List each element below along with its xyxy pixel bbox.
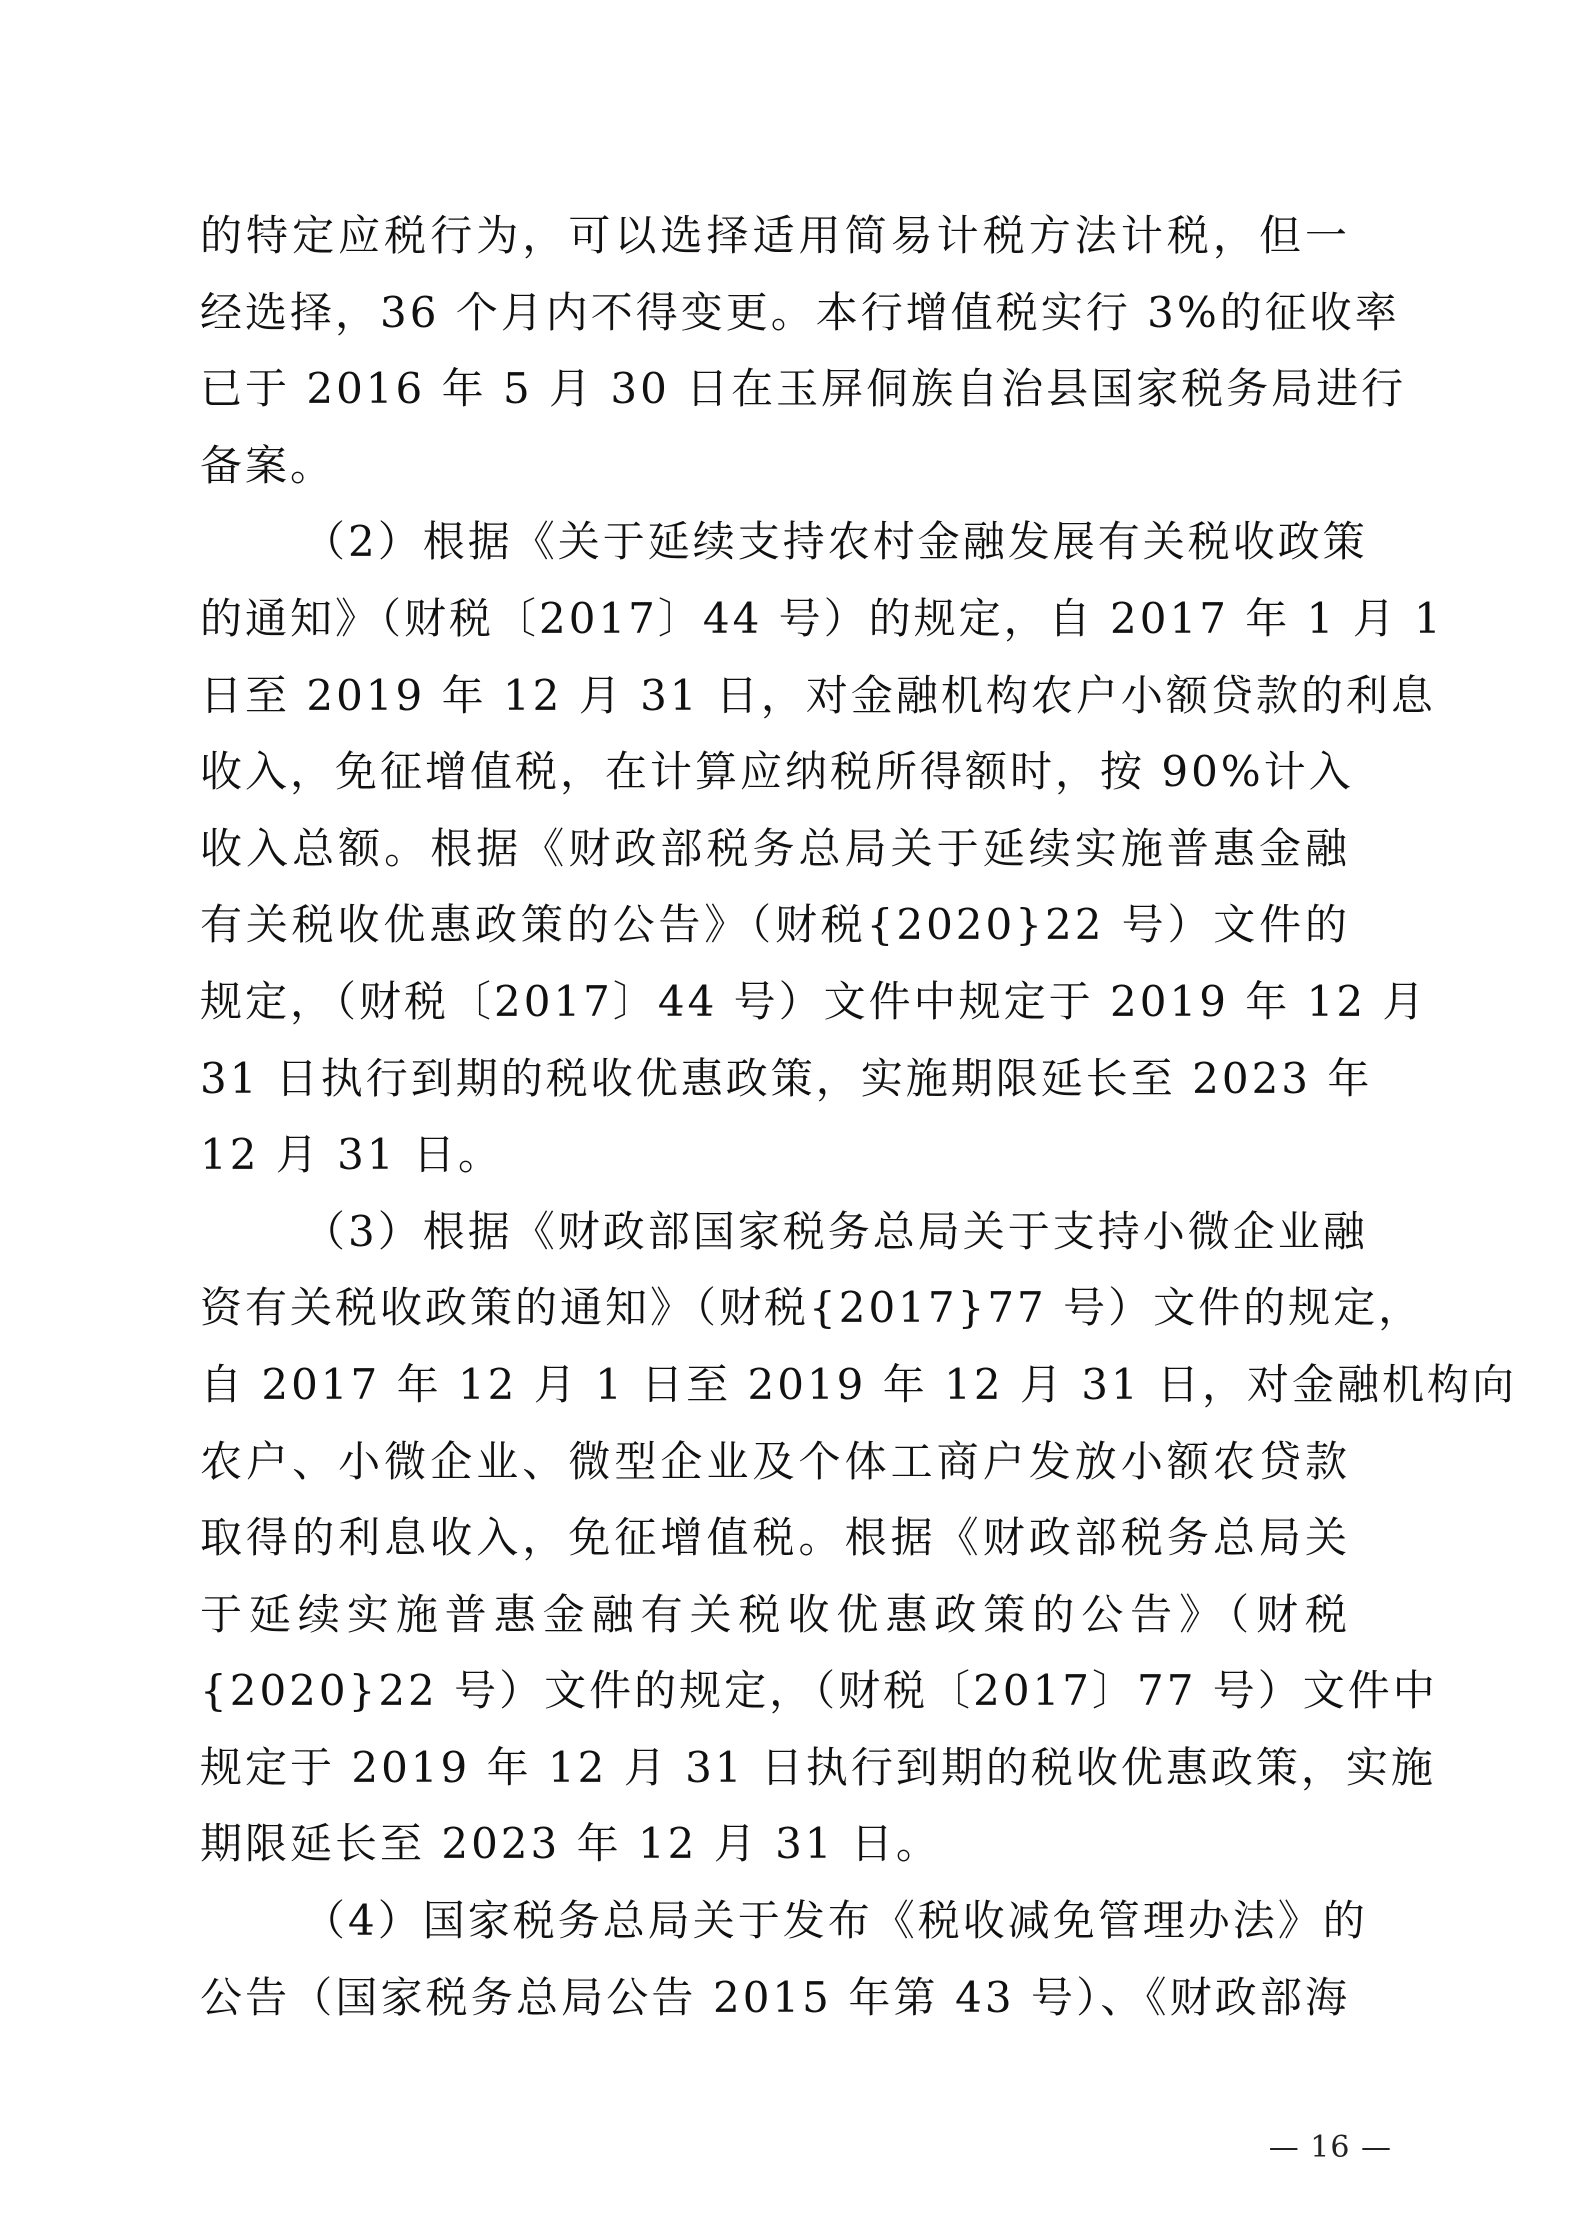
text-line: 自 2017 年 12 月 1 日至 2019 年 12 月 31 日，对金融机构向 <box>200 1359 1518 1409</box>
text-line: 规定，（财税〔2017〕44 号）文件中规定于 2019 年 12 月 <box>200 976 1428 1026</box>
text-line: 有关税收优惠政策的公告》（财税{2020}22 号）文件的 <box>200 900 1350 950</box>
text-line: 农户、小微企业、微型企业及个体工商户发放小额农贷款 <box>200 1436 1350 1486</box>
text-line: 期限延长至 2023 年 12 月 31 日。 <box>200 1819 941 1869</box>
text-line: 的特定应税行为，可以选择适用简易计税方法计税，但一 <box>200 211 1350 260</box>
text-line: 已于 2016 年 5 月 30 日在玉屏侗族自治县国家税务局进行 <box>200 364 1407 414</box>
text-line: 日至 2019 年 12 月 31 日，对金融机构农户小额贷款的利息 <box>200 670 1436 720</box>
text-line: 12 月 31 日。 <box>200 1130 503 1180</box>
text-line: 经选择，36 个月内不得变更。本行增值税实行 3%的征收率 <box>200 287 1400 337</box>
paragraph-3-first-line: （3）根据《财政部国家税务总局关于支持小微企业融 <box>303 1206 1368 1256</box>
paragraph-4-first-line: （4）国家税务总局关于发布《税收减免管理办法》的 <box>303 1896 1368 1946</box>
text-line: 备案。 <box>200 440 336 490</box>
text-line: 于延续实施普惠金融有关税收优惠政策的公告》（财税 <box>200 1589 1350 1639</box>
page-number: — 16 — <box>1268 2130 1392 2165</box>
text-line: {2020}22 号）文件的规定，（财税〔2017〕77 号）文件中 <box>200 1666 1438 1716</box>
text-line: 31 日执行到期的税收优惠政策，实施期限延长至 2023 年 <box>200 1053 1373 1103</box>
text-line: 公告（国家税务总局公告 2015 年第 43 号）、《财政部海 <box>200 1972 1350 2022</box>
paragraph-2-first-line: （2）根据《关于延续支持农村金融发展有关税收政策 <box>303 517 1368 567</box>
body-text <box>200 198 1518 2036</box>
text-line: 取得的利息收入，免征增值税。根据《财政部税务总局关 <box>200 1513 1350 1563</box>
text-line: 资有关税收政策的通知》（财税{2017}77 号）文件的规定， <box>200 1283 1424 1333</box>
text-line: 的通知》（财税〔2017〕44 号）的规定，自 2017 年 1 月 1 <box>200 593 1444 643</box>
text-line: 收入，免征增值税，在计算应纳税所得额时，按 90%计入 <box>200 747 1354 797</box>
text-line: 收入总额。根据《财政部税务总局关于延续实施普惠金融 <box>200 823 1350 873</box>
text-line: 规定于 2019 年 12 月 31 日执行到期的税收优惠政策，实施 <box>200 1742 1436 1792</box>
